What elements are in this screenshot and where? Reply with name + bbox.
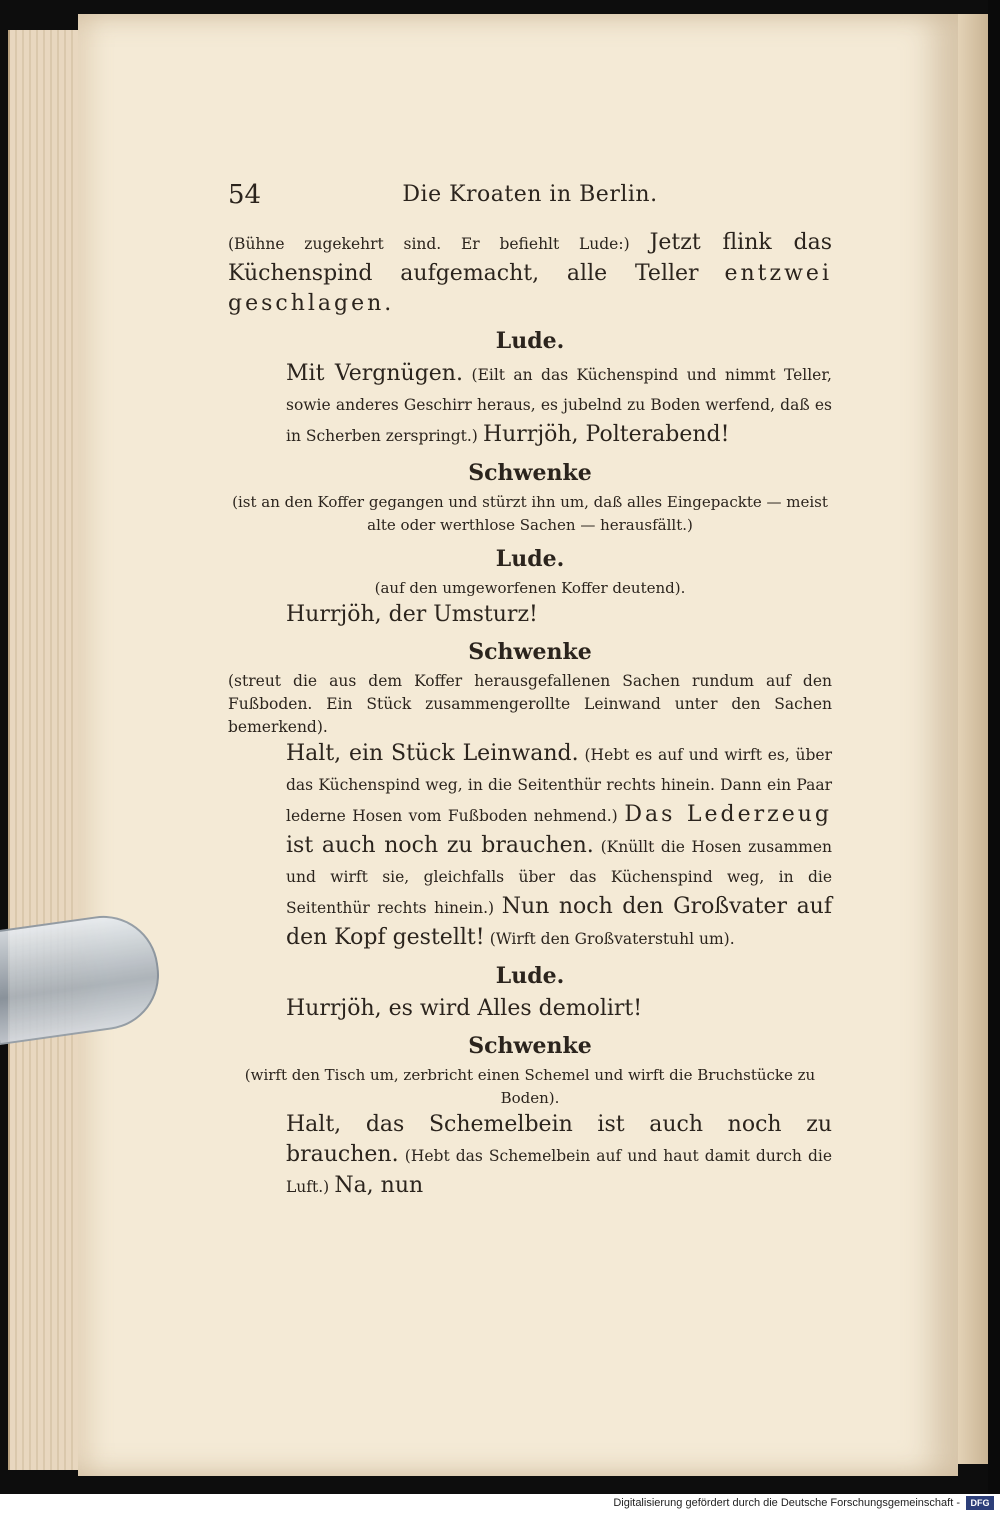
speaker-name: Schwenke bbox=[468, 639, 592, 665]
stage-direction-block: (auf den umgeworfenen Koffer deutend). bbox=[374, 579, 686, 597]
stage-direction-block: (ist an den Koffer gegangen und stürzt ihn um, daß alles Eingepackte — meist alte oder werthlose Sachen — herausfällt.) bbox=[232, 493, 828, 534]
speaker-name: Schwenke bbox=[468, 1033, 592, 1059]
page-header bbox=[228, 176, 832, 222]
dialogue: Hurrjöh, es wird Alles demolirt! bbox=[286, 996, 643, 1021]
paragraph-6 bbox=[228, 1110, 832, 1202]
dialogue: Mit Vergnügen. bbox=[286, 361, 463, 386]
funding-credit: Digitalisierung gefördert durch die Deutsche Forschungsgemeinschaft - bbox=[613, 1497, 960, 1509]
dialogue-spaced: Das Lederzeug bbox=[624, 802, 832, 827]
dialogue: Halt, ein Stück Leinwand. bbox=[286, 741, 579, 766]
scan-border bbox=[988, 0, 1000, 1513]
speaker-name: Lude. bbox=[495, 963, 565, 989]
stage-direction-paragraph bbox=[228, 670, 832, 739]
paragraph-5 bbox=[228, 994, 832, 1024]
paragraph-1 bbox=[228, 228, 832, 319]
stage-direction: (streut die aus dem Koffer herausgefallenen Sachen rundum auf den Fußboden. Ein Stück zusammengerollte Leinwand unter den Sachen bemerkend). bbox=[228, 672, 832, 736]
dialogue: Hurrjöh, Polterabend! bbox=[482, 422, 730, 447]
speaker-name: Lude. bbox=[495, 546, 565, 572]
stage-direction: (Eilt an das Küchenspind und nimmt Teller, sowie anderes Geschirr heraus, es jubelnd zu Boden werfend, daß es in Scherben zerspringt.) bbox=[286, 366, 832, 445]
paragraph-4 bbox=[228, 739, 832, 954]
speaker-name: Lude. bbox=[495, 328, 565, 354]
dfg-logo-icon: DFG bbox=[966, 1496, 994, 1510]
stage-direction-block: (wirft den Tisch um, zerbricht einen Schemel und wirft die Bruchstücke zu Boden). bbox=[244, 1066, 816, 1107]
speaker-name: Schwenke bbox=[468, 460, 592, 486]
dialogue: Halt, das Schemelbein ist auch noch zu brauchen. bbox=[286, 1112, 832, 1167]
paragraph-3 bbox=[228, 600, 832, 630]
stage-direction: (Hebt es auf und wirft es, über das Küchenspind weg, in die Seitenthür rechts hinein. Dann ein Paar lederne Hosen vom Fußboden nehmend.) bbox=[286, 746, 832, 825]
dialogue: Na, nun bbox=[334, 1173, 424, 1198]
dialogue: Jetzt flink das Küchenspind aufgemacht, alle Teller bbox=[228, 230, 833, 286]
page-gutter-shadow bbox=[958, 14, 988, 1464]
dialogue: Hurrjöh, der Umsturz! bbox=[286, 602, 538, 627]
page-number: 54 bbox=[228, 180, 262, 210]
paragraph-2 bbox=[228, 359, 832, 451]
dialogue: Nun noch den Großvater auf den Kopf gestellt! bbox=[286, 894, 832, 950]
page-text bbox=[228, 176, 832, 1202]
stage-direction: (Hebt das Schemelbein auf und haut damit durch die Luft.) bbox=[286, 1147, 832, 1196]
dialogue: ist auch noch zu brauchen. bbox=[286, 833, 594, 858]
dialogue-spaced: entzwei geschlagen. bbox=[228, 261, 832, 316]
stage-direction: (Bühne zugekehrt sind. Er befiehlt Lude:) bbox=[228, 235, 630, 253]
stage-direction: (Knüllt die Hosen zusammen und wirft sie, gleichfalls über das Küchenspind weg, in die Seitenthür rechts hinein.) bbox=[286, 838, 832, 917]
running-title: Die Kroaten in Berlin. bbox=[402, 182, 658, 207]
stage-direction: (Wirft den Großvaterstuhl um). bbox=[489, 930, 735, 948]
